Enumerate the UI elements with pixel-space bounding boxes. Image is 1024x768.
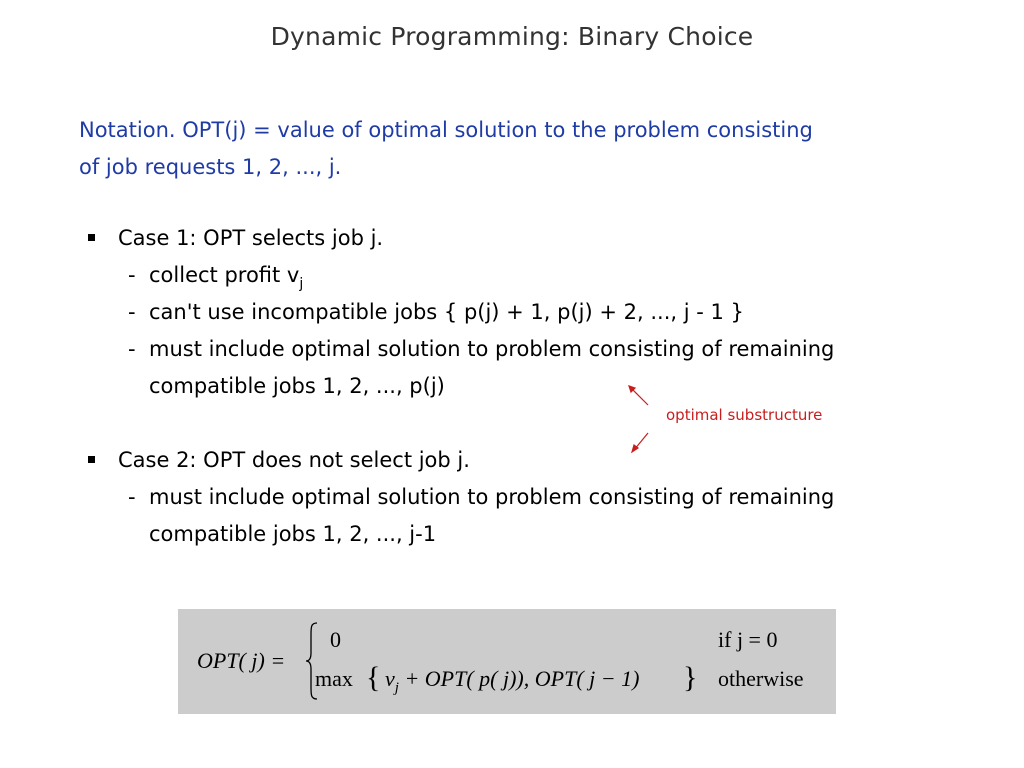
case-1-item-3: - must include optimal solution to problem consisting of remaining: [128, 331, 834, 368]
dash-marker: -: [128, 300, 136, 324]
bullet-icon: [88, 234, 95, 241]
annotation-arrows: [620, 380, 660, 460]
dash-marker: -: [128, 263, 136, 287]
case-2-item-1: - must include optimal solution to problem consisting of remaining: [128, 479, 834, 516]
case-1-item-3-continued: compatible jobs 1, 2, ..., p(j): [149, 374, 445, 398]
max-operator: max: [315, 666, 353, 691]
case-0-value: 0: [330, 627, 341, 652]
close-brace: }: [683, 661, 698, 694]
recurrence-formula: [178, 609, 836, 714]
open-brace: {: [366, 661, 381, 694]
case-1-heading: Case 1: OPT selects job j.: [118, 226, 384, 250]
notation-line-2: of job requests 1, 2, ..., j.: [79, 155, 342, 179]
dash-marker: -: [128, 337, 136, 361]
bullet-icon: [88, 456, 95, 463]
dash-marker: -: [128, 485, 136, 509]
case-2-heading: Case 2: OPT does not select job j.: [118, 448, 470, 472]
case-0-condition: if j = 0: [718, 627, 778, 652]
formula-lhs: OPT( j) =: [197, 648, 286, 673]
case-1-expression: $v_j + OPT$( p( j)), OPT( j − 1): [385, 666, 640, 696]
annotation-label: optimal substructure: [666, 406, 823, 424]
case-1-condition: otherwise: [718, 666, 804, 691]
notation-line-1: Notation. OPT(j) = value of optimal solution to the problem consisting: [79, 118, 813, 142]
case-2-item-1-continued: compatible jobs 1, 2, ..., j-1: [149, 522, 437, 546]
page-title: Dynamic Programming: Binary Choice: [270, 22, 754, 51]
notation-paragraph: [79, 112, 959, 186]
case-1-item-1: - collect profit $v_j$: [128, 257, 303, 294]
case-1-item-2: - can't use incompatible jobs { p(j) + 1, p(j) + 2, ..., j - 1 }: [128, 294, 744, 331]
